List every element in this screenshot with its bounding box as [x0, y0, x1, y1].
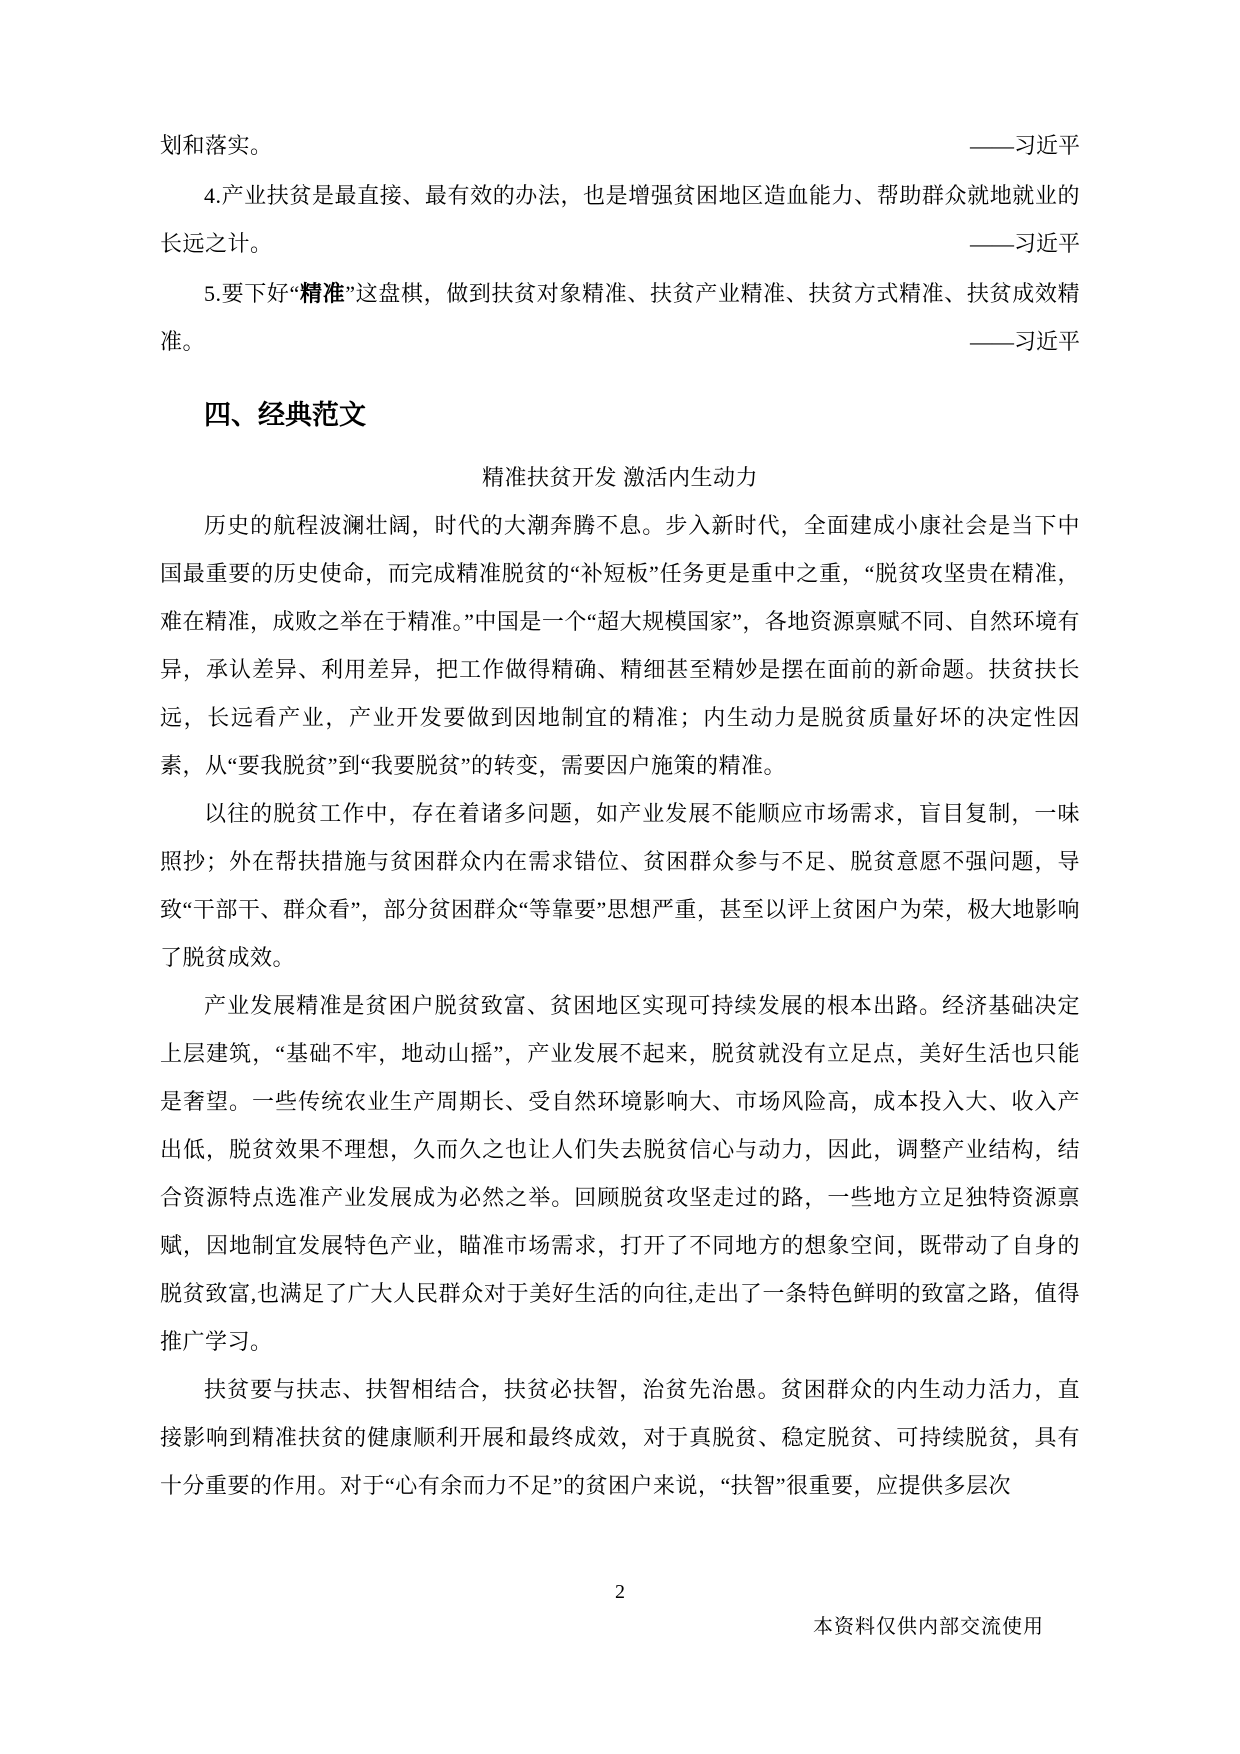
page-number: 2	[615, 1581, 625, 1603]
essay-title: 精准扶贫开发 激活内生动力	[481, 465, 758, 490]
quote-continuation	[160, 122, 1080, 170]
quote-continuation-text: 划和落实。	[160, 133, 273, 158]
essay-paragraph-3: 产业发展精准是贫困户脱贫致富、贫困地区实现可持续发展的根本出路。经济基础决定上层建筑，“基础不牢，地动山摇”，产业发展不起来，脱贫就没有立足点，美好生活也只能是奢望。一些传统农业生产周期长、受自然环境影响大、市场风险高，成本投入大、收入产出低，脱贫效果不理想，久而久之也让人们失去脱贫信心与动力，因此，调整产业结构，结合资源特点选准产业发展成为必然之举。回顾脱贫攻坚走过的路，一些地方立足独特资源禀赋，因地制宜发展特色产业，瞄准市场需求，打开了不同地方的想象空间，既带动了自身的脱贫致富,也满足了广大人民群众对于美好生活的向往,走出了一条特色鲜明的致富之路，值得推广学习。	[160, 993, 1080, 1354]
quote-item-4	[160, 172, 1080, 268]
essay-paragraph-4: 扶贫要与扶志、扶智相结合，扶贫必扶智，治贫先治愚。贫困群众的内生动力活力，直接影响到精准扶贫的健康顺利开展和最终成效，对于真脱贫、稳定脱贫、可持续脱贫，具有十分重要的作用。对于“心有余而力不足”的贫困户来说，“扶智”很重要，应提供多层次	[160, 1377, 1080, 1498]
quote-item-5	[160, 270, 1080, 366]
quote-attribution: ——习近平	[969, 329, 1080, 354]
quote-item-5-text: 5.要下好“精准”这盘棋，做到扶贫对象精准、扶贫产业精准、扶贫方式精准、扶贫成效精准。	[160, 281, 1080, 354]
quote-attribution: ——习近平	[969, 231, 1080, 256]
essay-paragraph-2: 以往的脱贫工作中，存在着诸多问题，如产业发展不能顺应市场需求，盲目复制，一味照抄；外在帮扶措施与贫困群众内在需求错位、贫困群众参与不足、脱贫意愿不强问题，导致“干部干、群众看”，部分贫困群众“等靠要”思想严重，甚至以评上贫困户为荣，极大地影响了脱贫成效。	[160, 801, 1080, 970]
footer-note: 本资料仅供内部交流使用	[813, 1616, 1044, 1638]
quote-item-4-text: 4.产业扶贫是最直接、最有效的办法，也是增强贫困地区造血能力、帮助群众就地就业的长远之计。	[160, 183, 1080, 256]
quote-attribution: ——习近平	[969, 133, 1080, 158]
essay-paragraph-1: 历史的航程波澜壮阔，时代的大潮奔腾不息。步入新时代，全面建成小康社会是当下中国最重要的历史使命，而完成精准脱贫的“补短板”任务更是重中之重，“脱贫攻坚贵在精准，难在精准，成败之举在于精准。”中国是一个“超大规模国家”，各地资源禀赋不同、自然环境有异，承认差异、利用差异，把工作做得精确、精细甚至精妙是摆在面前的新命题。扶贫扶长远，长远看产业，产业开发要做到因地制宜的精准；内生动力是脱贫质量好坏的决定性因素，从“要我脱贫”到“我要脱贫”的转变，需要因户施策的精准。	[160, 513, 1080, 778]
section-heading: 四、经典范文	[204, 400, 366, 430]
